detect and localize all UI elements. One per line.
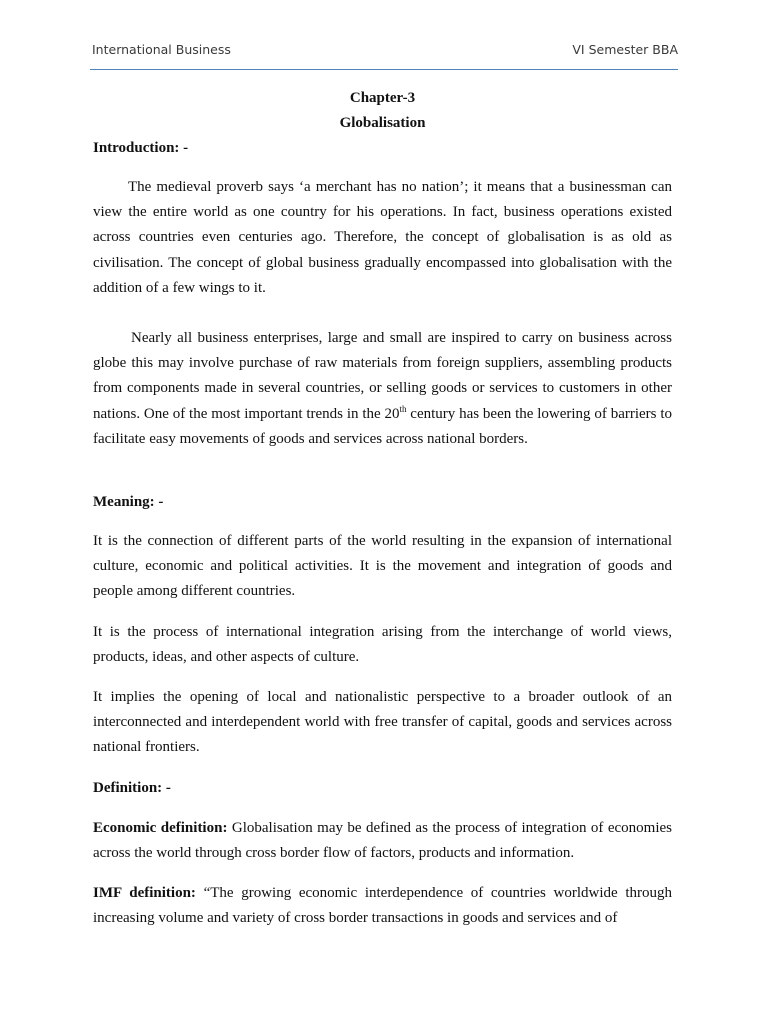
document-body [93,86,672,931]
imf-definition-paragraph [93,881,672,931]
intro-para2-text-a: Nearly all business enterprises, large and small are inspired to carry on business across globe this may involve purchase of raw materials from foreign suppliers, assembling products from components made in several countries, or selling goods or services to customers in other nations. One of the most important trends in the 20 [93,330,672,422]
header-semester: VI Semester BBA [572,42,678,57]
economic-definition-label: Economic definition: [93,819,228,836]
meaning-paragraph-1: It is the connection of different parts of the world resulting in the expansion of international culture, economic and political activities. It is the movement and integration of goods and people among different countries. [93,533,672,600]
page-header [92,42,678,62]
meaning-heading: Meaning: - [93,494,164,511]
header-course-title: International Business [92,42,231,57]
meaning-paragraph-3: It implies the opening of local and nationalistic perspective to a broader outlook of an interconnected and interdependent world with free transfer of capital, goods and services across national frontiers. [93,689,672,756]
economic-definition-text: Globalisation may be defined as the process of integration of economies across the world through cross border flow of factors, products and information. [93,819,672,861]
imf-definition-text: “The growing economic interdependence of countries worldwide through increasing volume and variety of cross border transactions in goods and services and of [93,885,672,927]
definition-heading: Definition: - [93,779,171,796]
intro-para2-text-b: century has been the lowering of barriers to facilitate easy movements of goods and services across national borders. [93,405,672,447]
ordinal-superscript: th [399,403,407,414]
introduction-heading: Introduction: - [93,140,189,156]
introduction-paragraph-1: The medieval proverb says ‘a merchant has no nation’; it means that a businessman can view the entire world as one country for his operations. In fact, business operations existed across countries even centuries ago. Therefore, the concept of globalisation is as old as civilisation. The concept of global business gradually encompassed into globalisation with the addition of a few wings to it. [93,179,672,296]
introduction-paragraph-2 [93,326,672,452]
chapter-number: Chapter-3 [349,90,416,106]
imf-definition-label: IMF definition: [93,885,196,902]
header-divider [90,69,678,70]
economic-definition-paragraph [93,816,672,866]
chapter-title: Globalisation [339,115,426,131]
meaning-paragraph-2: It is the process of international integration arising from the interchange of world views, products, ideas, and other aspects of culture. [93,623,672,665]
